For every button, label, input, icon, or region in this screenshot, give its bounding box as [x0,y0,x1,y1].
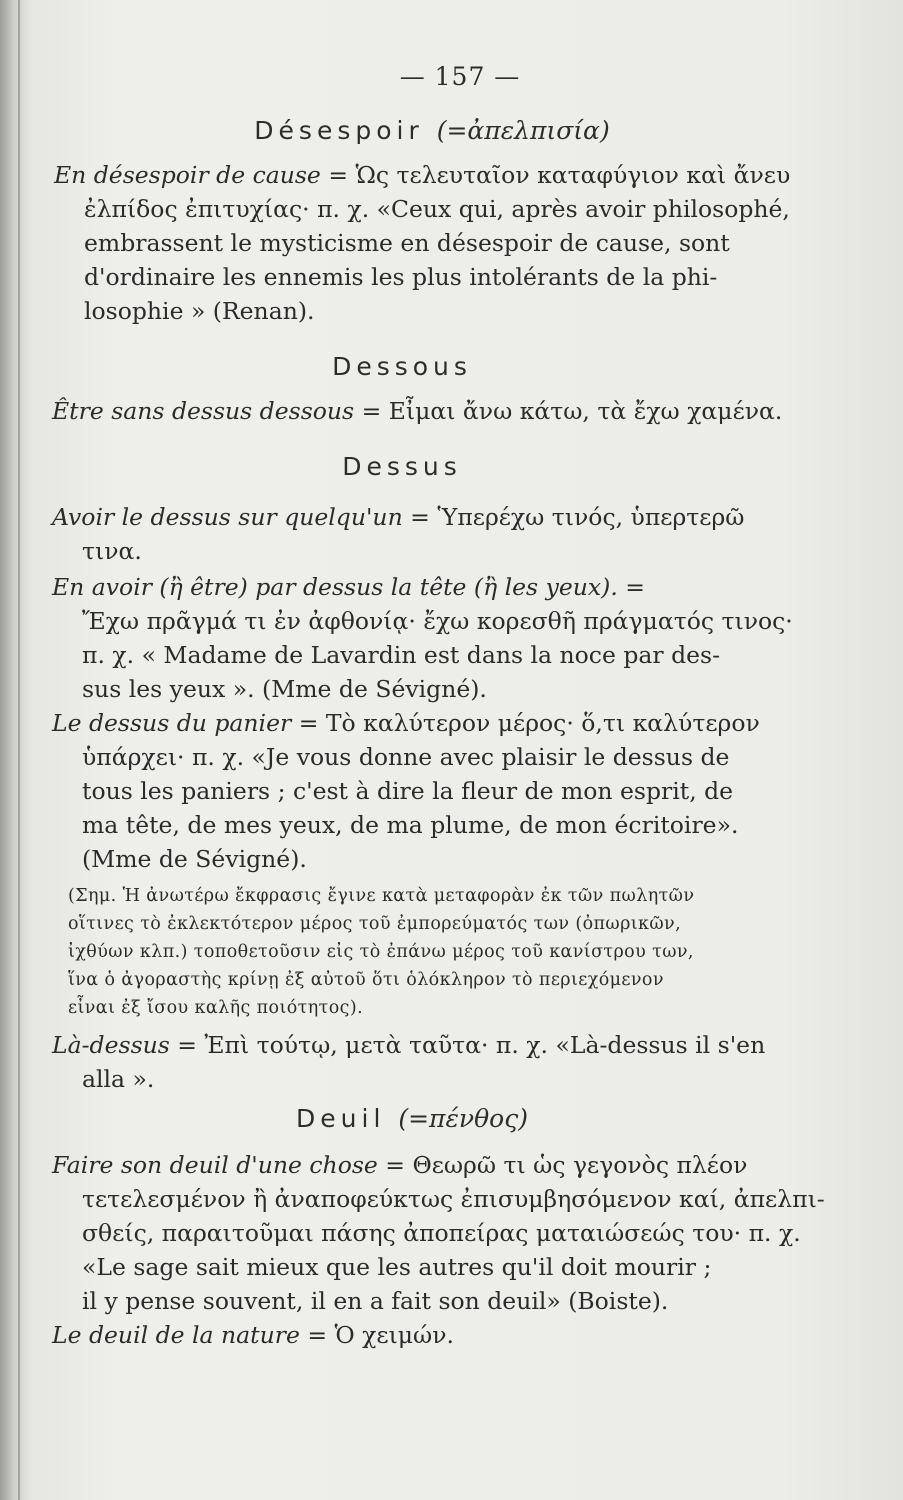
entry-line: (Mme de Sévigné). [82,845,307,873]
footnote-line: ἵνα ὁ ἀγοραστὴς κρίνῃ ἐξ αὐτοῦ ὅτι ὁλόκληρον τὸ περιεχόμενον [68,970,664,990]
entry-definition: = Ἐπὶ τούτῳ, μετὰ ταῦτα· π. χ. «Là-dessus il s'en [169,1031,766,1059]
entry-line: σθείς, παραιτοῦμαι πάσης ἀποπείρας ματαιώσεώς του· π. χ. [82,1219,801,1247]
entry-definition: = Εἶμαι ἄνω κάτω, τὰ ἔχω χαμένα. [354,397,783,425]
heading-deuil [202,1104,622,1133]
entry-line [52,500,744,534]
entry-la-dessus [52,1028,765,1096]
heading-deuil-fr: Deuil [296,1104,386,1133]
entry-line [52,706,760,740]
entry-dessus-du-panier [52,706,760,876]
entry-term: Là-dessus [52,1031,170,1059]
footnote-line: οἵτινες τὸ ἐκλεκτότερον μέρος τοῦ ἐμπορεύματός των (ὀπωρικῶν, [68,914,682,934]
entry-line [52,570,793,604]
entry-line: il y pense souvent, il en a fait son deuil» (Boiste). [82,1287,669,1315]
entry-line: tous les paniers ; c'est à dire la fleur de mon esprit, de [82,777,734,805]
footnote-line: εἶναι ἐξ ἴσου καλῆς ποιότητος). [68,998,364,1018]
entry-term: Faire son deuil d'une chose [52,1151,378,1179]
entry-dessous [52,394,782,428]
entry-line: τινα. [82,537,142,565]
entry-term: En désespoir de cause [54,161,321,189]
entry-definition: = Ὡς τελευταῖον καταφύγιον καὶ ἄνευ [320,161,791,189]
entry-line: sus les yeux ». (Mme de Sévigné). [82,675,487,703]
entry-line: τετελεσμένον ἢ ἀναποφεύκτως ἐπισυμβησόμενον καί, ἀπελπι- [82,1185,825,1213]
entry-line [52,1318,454,1352]
entry-term: Être sans dessus dessous [52,397,355,425]
entry-deuil-de-la-nature [52,1318,454,1352]
entry-line: ἐλπίδος ἐπιτυχίας· π. χ. «Ceux qui, après avoir philosophé, [84,195,790,223]
footnote [68,882,694,1022]
entry-line: d'ordinaire les ennemis les plus intolérants de la phi- [84,263,718,291]
entry-line: alla ». [82,1065,155,1093]
heading-desespoir [202,116,662,145]
entry-term: Le deuil de la nature [52,1321,300,1349]
entry-line [52,394,782,428]
entry-definition: = Ὑπερέχω τινός, ὑπερτερῶ [402,503,745,531]
heading-desespoir-fr: Désespoir [254,116,424,145]
entry-line: π. χ. « Madame de Lavardin est dans la noce par des- [82,641,721,669]
entry-line [54,158,790,192]
entry-faire-son-deuil [52,1148,825,1318]
entry-term: En avoir (ἢ être) par dessus la tête (ἢ les yeux). [52,573,618,601]
heading-desespoir-gr: (=ἀπελπισία) [436,116,610,145]
entry-term: Le dessus du panier [52,709,292,737]
binding-gutter [18,0,20,1500]
entry-par-dessus-la-tete [52,570,793,706]
entry-line: «Le sage sait mieux que les autres qu'il doit mourir ; [82,1253,712,1281]
entry-definition: = Τὸ καλύτερον μέρος· ὅ,τι καλύτερον [291,709,760,737]
page-number: — 157 — [399,62,521,91]
entry-line [52,1148,825,1182]
entry-line: ὑπάρχει· π. χ. «Je vous donne avec plaisir le dessus de [82,743,730,771]
entry-line: Ἔχω πρᾶγμά τι ἐν ἀφθονίᾳ· ἔχω κορεσθῆ πράγματός τινος· [82,607,793,635]
entry-definition: = [617,573,645,601]
entry-avoir-le-dessus [52,500,744,568]
entry-line: losophie » (Renan). [84,297,315,325]
heading-dessus: Dessus [342,452,462,481]
entry-line: embrassent le mysticisme en désespoir de cause, sont [84,229,730,257]
heading-dessous: Dessous [332,352,472,381]
entry-definition: = Θεωρῶ τι ὡς γεγονὸς πλέον [377,1151,748,1179]
entry-desespoir [54,158,790,328]
entry-term: Avoir le dessus sur quelqu'un [52,503,403,531]
footnote-line: ἰχθύων κλπ.) τοποθετοῦσιν εἰς τὸ ἐπάνω μέρος τοῦ κανίστρου των, [68,942,694,962]
footnote-line: (Σημ. Ἡ ἀνωτέρω ἔκφρασις ἔγινε κατὰ μεταφορὰν ἐκ τῶν πωλητῶν [68,886,695,906]
entry-line [52,1028,765,1062]
entry-definition: = Ὁ χειμών. [299,1321,454,1349]
entry-line: ma tête, de mes yeux, de ma plume, de mon écritoire». [82,811,739,839]
heading-deuil-gr: (=πένθος) [398,1104,528,1133]
